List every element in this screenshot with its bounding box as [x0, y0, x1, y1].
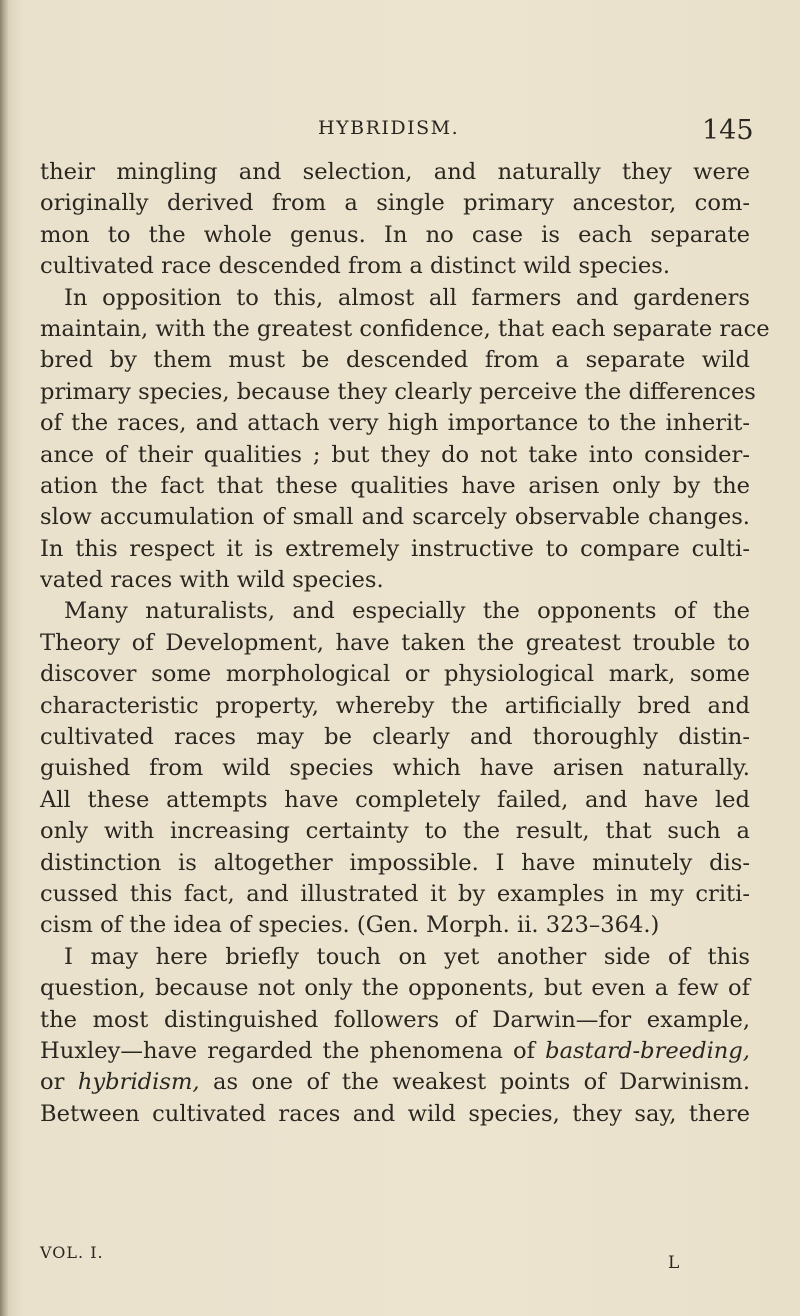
page-header	[0, 117, 800, 157]
text-line: ation the fact that these qualities have arisen only by the	[40, 472, 750, 499]
text-line: primary species, because they clearly perceive the differences	[40, 378, 756, 405]
text-line: cultivated races may be clearly and thoroughly distin-	[40, 724, 750, 751]
text-line: In this respect it is extremely instructive to compare culti-	[40, 535, 750, 562]
text-line: Theory of Development, have taken the greatest trouble to	[40, 629, 750, 656]
body-text	[40, 157, 770, 1130]
text-line: mon to the whole genus. In no case is each separate	[40, 221, 750, 248]
text-line: discover some morphological or physiological mark, some	[40, 661, 750, 688]
text-line: question, because not only the opponents, but even a few of	[40, 975, 750, 1002]
binding-gutter	[0, 0, 8, 1316]
volume-marker: VOL. I.	[40, 1243, 104, 1262]
text-segment: or	[40, 1069, 65, 1096]
text-line: distinction is altogether impossible. I have minutely dis-	[40, 849, 750, 876]
page-number: 145	[702, 115, 754, 146]
text-line-mixed	[40, 1036, 750, 1067]
text-line: of the races, and attach very high importance to the inherit-	[40, 410, 750, 437]
text-line: the most distinguished followers of Darwin—for example,	[40, 1006, 750, 1033]
text-line: vated races with wild species.	[40, 567, 384, 594]
text-line: slow accumulation of small and scarcely observable changes.	[40, 504, 750, 531]
text-line: only with increasing certainty to the result, that such a	[40, 818, 750, 845]
text-line: characteristic property, whereby the artificially bred and	[40, 692, 750, 719]
italic-term-bastard-breeding: bastard-breeding,	[545, 1037, 750, 1064]
italic-term-hybridism: hybridism,	[77, 1069, 200, 1096]
text-line: maintain, with the greatest confidence, that each separate race	[40, 315, 770, 342]
text-line: Between cultivated races and wild species, they say, there	[40, 1100, 750, 1127]
text-line: In opposition to this, almost all farmers and gardeners	[64, 284, 750, 311]
text-line: cism of the idea of species. (Gen. Morph. ii. 323–364.)	[40, 912, 660, 939]
text-line: All these attempts have completely failed, and have led	[40, 786, 750, 813]
text-line: cultivated race descended from a distinct wild species.	[40, 253, 670, 280]
text-segment: as one of the weakest points of Darwinism.	[199, 1069, 750, 1096]
text-line: cussed this fact, and illustrated it by examples in my criti-	[40, 880, 750, 907]
text-line: originally derived from a single primary ancestor, com-	[40, 190, 750, 217]
text-line: their mingling and selection, and naturally they were	[40, 159, 750, 185]
running-head: HYBRIDISM.	[318, 117, 460, 139]
text-line: bred by them must be descended from a separate wild	[40, 347, 750, 374]
text-line: guished from wild species which have arisen naturally.	[40, 755, 750, 782]
text-line: ance of their qualities ; but they do not take into consider-	[40, 441, 750, 468]
text-line: I may here briefly touch on yet another side of this	[64, 943, 750, 970]
text-line: Many naturalists, and especially the opponents of the	[64, 598, 750, 625]
signature-mark: L	[668, 1253, 680, 1273]
text-segment: Huxley—have regarded the phenomena of	[40, 1037, 536, 1064]
page-footer	[40, 1243, 760, 1283]
text-line-mixed	[40, 1067, 750, 1098]
